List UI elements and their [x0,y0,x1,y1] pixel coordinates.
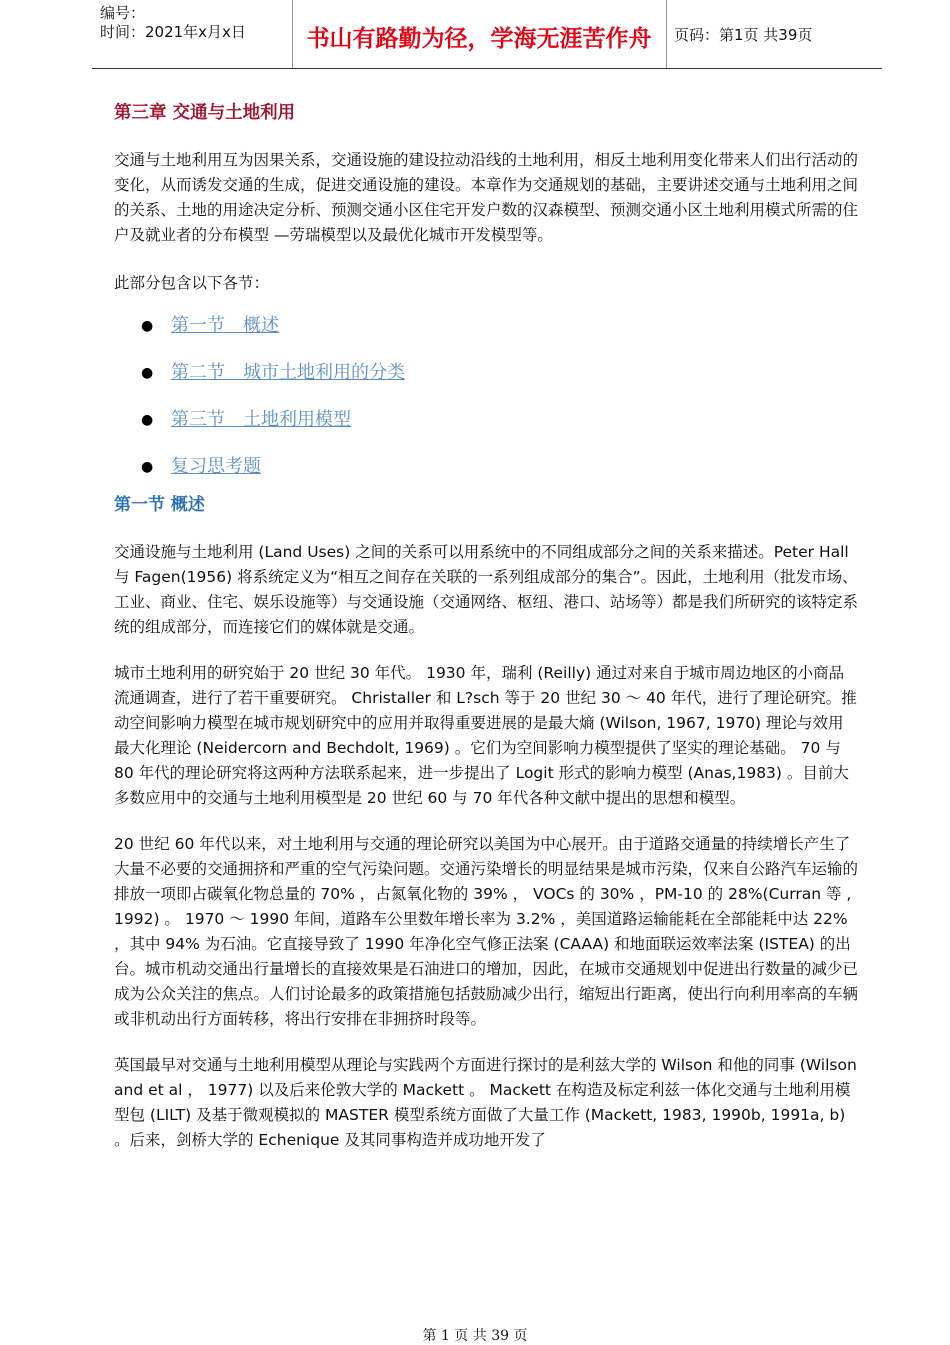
toc-link-section-3[interactable]: 第三节 土地利用模型 [171,409,351,430]
document-number-label: 编号： [100,4,146,22]
bullet-icon: ● [141,365,154,381]
list-item [114,404,858,451]
bullet-icon: ● [141,318,154,334]
body-paragraph: 英国最早对交通与土地利用模型从理论与实践两个方面进行探讨的是利兹大学的 Wilson 和他的同事 (Wilson and et al ， 1977) 以及后来伦敦大学的 Mackett 。 Mackett 在构造及标定利兹一体化交通与土地利用模型包 (LILT) 及基于微观模拟的 MASTER 模型系统方面做了大量工作 (Mackett, 1983, 1990b, 1991a, b) 。后来，剑桥大学的 Echenique 及其同事构造并成功地开发了 [114,1056,857,1149]
page-footer: 第 1 页 共 39 页 [422,1328,528,1344]
body-paragraph: 城市土地利用的研究始于 20 世纪 30 年代。 1930 年，瑞利 (Reilly) 通过对来自于城市周边地区的小商品流通调查，进行了若干重要研究。 Christaller 和 L?sch 等于 20 世纪 30 ～ 40 年代，进行了理论研究。推动空间影响力模型在城市规划研究中的应用并取得重要进展的是最大熵 (Wilson, 1967, 1970) 理论与效用最大化理论 (Neidercorn and Bechdolt, 1969) 。它们为空间影响力模型提供了坚实的理论基础。 70 与 80 年代的理论研究将这两种方法联系起来，进一步提出了 Logit 形式的影响力模型 (Anas,1983) 。目前大多数应用中的交通与土地利用模型是 20 世纪 60 与 70 年代各种文献中提出的思想和模型。 [114,664,857,807]
chapter-title: 第三章 交通与土地利用 [114,103,296,123]
section-list [114,310,858,498]
header-page-cell [666,0,882,68]
sections-intro: 此部分包含以下各节： [114,274,270,292]
body-paragraph: 20 世纪 60 年代以来，对土地利用与交通的理论研究以美国为中心展开。由于道路交通量的持续增长产生了大量不必要的交通拥挤和严重的空气污染问题。交通污染增长的明显结果是城市污染，仅来自公路汽车运输的排放一项即占碳氧化物总量的 70% ，占氮氧化物的 39% ， VOCs 的 30% ，PM-10 的 28%(Curran 等 , 1992) 。 1970 ～ 1990 年间，道路车公里数年增长率为 3.2% ，美国道路运输能耗在全部能耗中达 22% ，其中 94% 为石油。它直接导致了 1990 年净化空气修正法案 (CAAA) 和地面联运效率法案 (ISTEA) 的出台。城市机动交通出行量增长的直接效果是石油进口的增加，因此，在城市交通规划中促进出行数量的减少已成为公众关注的焦点。人们讨论最多的政策措施包括鼓励减少出行，缩短出行距离，使出行向利用率高的车辆或非机动出行方面转移，将出行安排在非拥挤时段等。 [114,835,859,1028]
header-meta-cell [92,0,293,68]
document-time-label: 时间：2021年x月x日 [100,23,246,41]
list-item [114,357,858,404]
body-paragraph: 交通设施与土地利用 (Land Uses) 之间的关系可以用系统中的不同组成部分之间的关系来描述。Peter Hall 与 Fagen(1956) 将系统定义为“相互之间存在关联的一系列组成部分的集合”。因此，土地利用（批发市场、工业、商业、住宅、娱乐设施等）与交通设施（交通网络、枢纽、港口、站场等）都是我们所研究的该特定系统的组成部分，而连接它们的媒体就是交通。 [114,543,859,636]
toc-link-review-questions[interactable]: 复习思考题 [171,456,261,477]
header-motto: 书山有路勤为径，学海无涯苦作舟 [306,25,652,52]
header-motto-cell [292,0,667,68]
list-item [114,451,858,498]
bullet-icon: ● [141,459,154,475]
toc-link-section-2[interactable]: 第二节 城市土地利用的分类 [171,362,405,383]
bullet-icon: ● [141,412,154,428]
intro-paragraph: 交通与土地利用互为因果关系，交通设施的建设拉动沿线的土地利用，相反土地利用变化带来人们出行活动的变化，从而诱发交通的生成，促进交通设施的建设。本章作为交通规划的基础，主要讲述交通与土地利用之间的关系、土地的用途决定分析、预测交通小区住宅开发户数的汉森模型、预测交通小区土地利用模式所需的住户及就业者的分布模型 —劳瑞模型以及最优化城市开发模型等。 [114,151,859,244]
toc-link-section-1[interactable]: 第一节 概述 [171,315,279,336]
document-body [114,98,858,1153]
list-item [114,310,858,357]
section-title: 第一节 概述 [114,495,205,515]
page-header [92,0,882,69]
header-page-label: 页码：第1页 共39页 [674,26,813,44]
